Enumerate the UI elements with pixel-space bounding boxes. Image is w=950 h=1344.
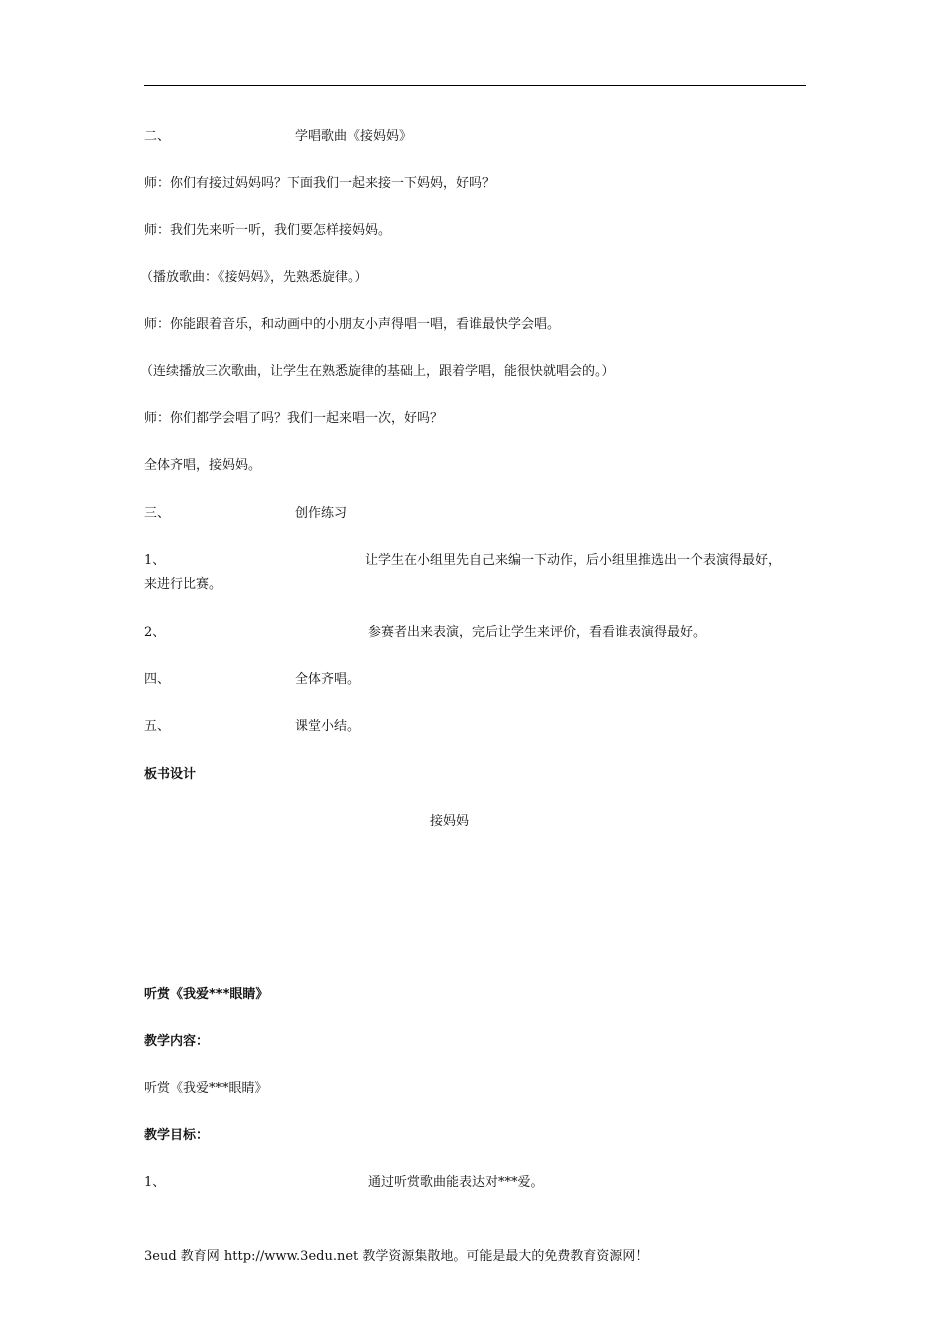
list-item-number: 2、 [144, 625, 166, 640]
list-item-text: 参赛者出来表演，完后让学生来评价，看看谁表演得最好。 [368, 625, 707, 640]
paragraph: （播放歌曲：《接妈妈》，先熟悉旋律。） [140, 270, 368, 285]
list-item-text: 让学生在小组里先自己来编一下动作，后小组里推选出一个表演得最好， [365, 553, 782, 568]
section-2-number: 二、 [144, 129, 171, 144]
lesson-title: 听赏《我爱***眼睛》 [144, 987, 269, 1002]
paragraph: 师：你们有接过妈妈吗？下面我们一起来接一下妈妈，好吗？ [144, 176, 496, 191]
section-3-title: 创作练习 [295, 506, 348, 521]
section-5-number: 五、 [144, 719, 171, 734]
header-rule [144, 85, 806, 86]
section-4-number: 四、 [144, 672, 171, 687]
page-footer: 3eud 教育网 http://www.3edu.net 教学资源集散地。可能是最大的免费教育资源网！ [144, 1249, 649, 1264]
section-4-title: 全体齐唱。 [295, 672, 361, 687]
list-item-continuation: 来进行比赛。 [144, 577, 223, 592]
paragraph: 师：我们先来听一听，我们要怎样接妈妈。 [144, 223, 392, 238]
section-3-number: 三、 [144, 506, 171, 521]
board-design-title: 接妈妈 [430, 814, 470, 829]
paragraph: 全体齐唱，接妈妈。 [144, 458, 262, 473]
section-5-title: 课堂小结。 [295, 719, 361, 734]
board-design-heading: 板书设计 [144, 767, 197, 782]
teaching-content-heading: 教学内容： [144, 1034, 210, 1049]
paragraph: （连续播放三次歌曲，让学生在熟悉旋律的基础上，跟着学唱，能很快就唱会的。） [140, 364, 615, 379]
list-item-text: 通过听赏歌曲能表达对***爱。 [368, 1175, 544, 1190]
section-2-title: 学唱歌曲《接妈妈》 [295, 129, 413, 144]
paragraph: 师：你能跟着音乐，和动画中的小朋友小声得唱一唱，看谁最快学会唱。 [144, 317, 561, 332]
teaching-goal-heading: 教学目标： [144, 1128, 210, 1143]
list-item-number: 1、 [144, 553, 166, 568]
teaching-content-text: 听赏《我爱***眼睛》 [144, 1081, 268, 1096]
paragraph: 师：你们都学会唱了吗？我们一起来唱一次，好吗？ [144, 411, 444, 426]
list-item-number: 1、 [144, 1175, 166, 1190]
